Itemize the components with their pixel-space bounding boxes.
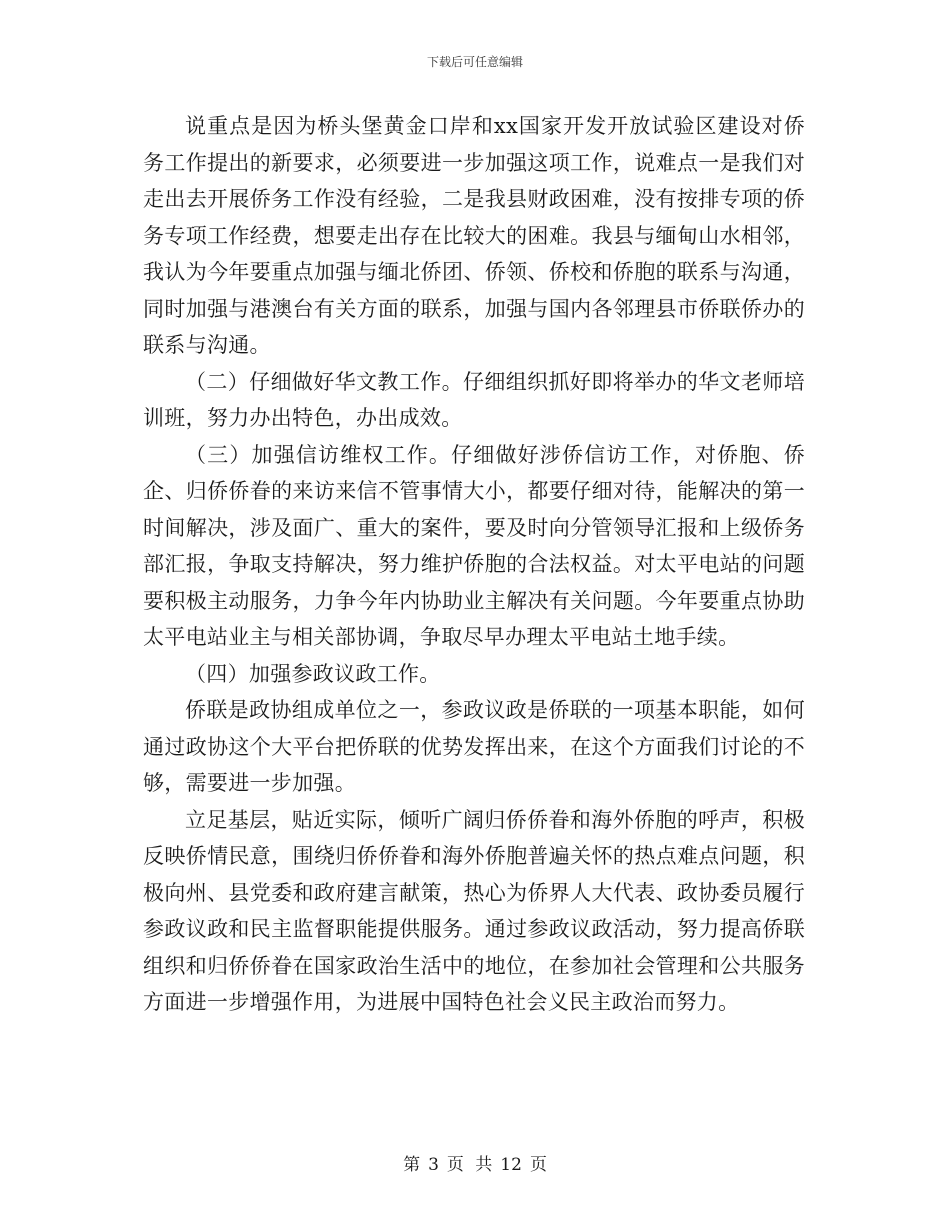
paragraph-section-2-heading: （二）仔细做好华文教工作。仔细组织抓好即将举办的华文老师培训班，努力办出特色，办出成效。 (143, 369, 805, 430)
footer-total-pages: 12 (500, 1155, 522, 1175)
paragraph-grassroots: 立足基层，贴近实际，倾听广阔归侨侨眷和海外侨胞的呼声，积极反映侨情民意，围绕归侨侨眷和海外侨胞普遍关怀的热点难点问题，积极向州、县党委和政府建言献策，热心为侨界人大代表、政协委员履行参政议政和民主监督职能提供服务。通过参政议政活动，努力提高侨联组织和归侨侨眷在国家政治生活中的地位，在参加社会管理和公共服务方面进一步增强作用，为进展中国特色社会义民主政治而努力。 (143, 807, 805, 1014)
footer-suffix: 页 (529, 1155, 547, 1175)
paragraph-political-consultation: 侨联是政协组成单位之一，参政议政是侨联的一项基本职能，如何通过政协这个大平台把侨联的优势发挥出来，在这个方面我们讨论的不够，需要进一步加强。 (143, 698, 805, 795)
paragraph-key-points: 说重点是因为桥头堡黄金口岸和xx国家开发开放试验区建设对侨务工作提出的新要求，必须要进一步加强这项工作，说难点一是我们对走出去开展侨务工作没有经验，二是我县财政困难，没有按排专项的侨务专项工作经费，想要走出存在比较大的困难。我县与缅甸山水相邻，我认为今年要重点加强与缅北侨团、侨领、侨校和侨胞的联系与沟通，同时加强与港澳台有关方面的联系，加强与国内各邻理县市侨联侨办的联系与沟通。 (143, 114, 805, 357)
footer-current-page: 3 (428, 1155, 439, 1175)
footer-middle: 页 共 (446, 1155, 493, 1175)
paragraph-section-4-heading: （四）加强参政议政工作。 (185, 661, 441, 686)
footer-prefix: 第 (403, 1155, 421, 1175)
paragraph-section-3: （三）加强信访维权工作。仔细做好涉侨信访工作，对侨胞、侨企、归侨侨眷的来访来信不管事情大小，都要仔细对待，能解决的第一时间解决，涉及面广、重大的案件，要及时向分管领导汇报和上级侨务部汇报，争取支持解决，努力维护侨胞的合法权益。对太平电站的问题要积极主动服务，力争今年内协助业主解决有关问题。今年要重点协助太平电站业主与相关部协调，争取尽早办理太平电站土地手续。 (143, 442, 805, 649)
page-footer (0, 1155, 950, 1175)
body-text (143, 108, 805, 1021)
header-note: 下载后可任意编辑 (426, 55, 523, 69)
